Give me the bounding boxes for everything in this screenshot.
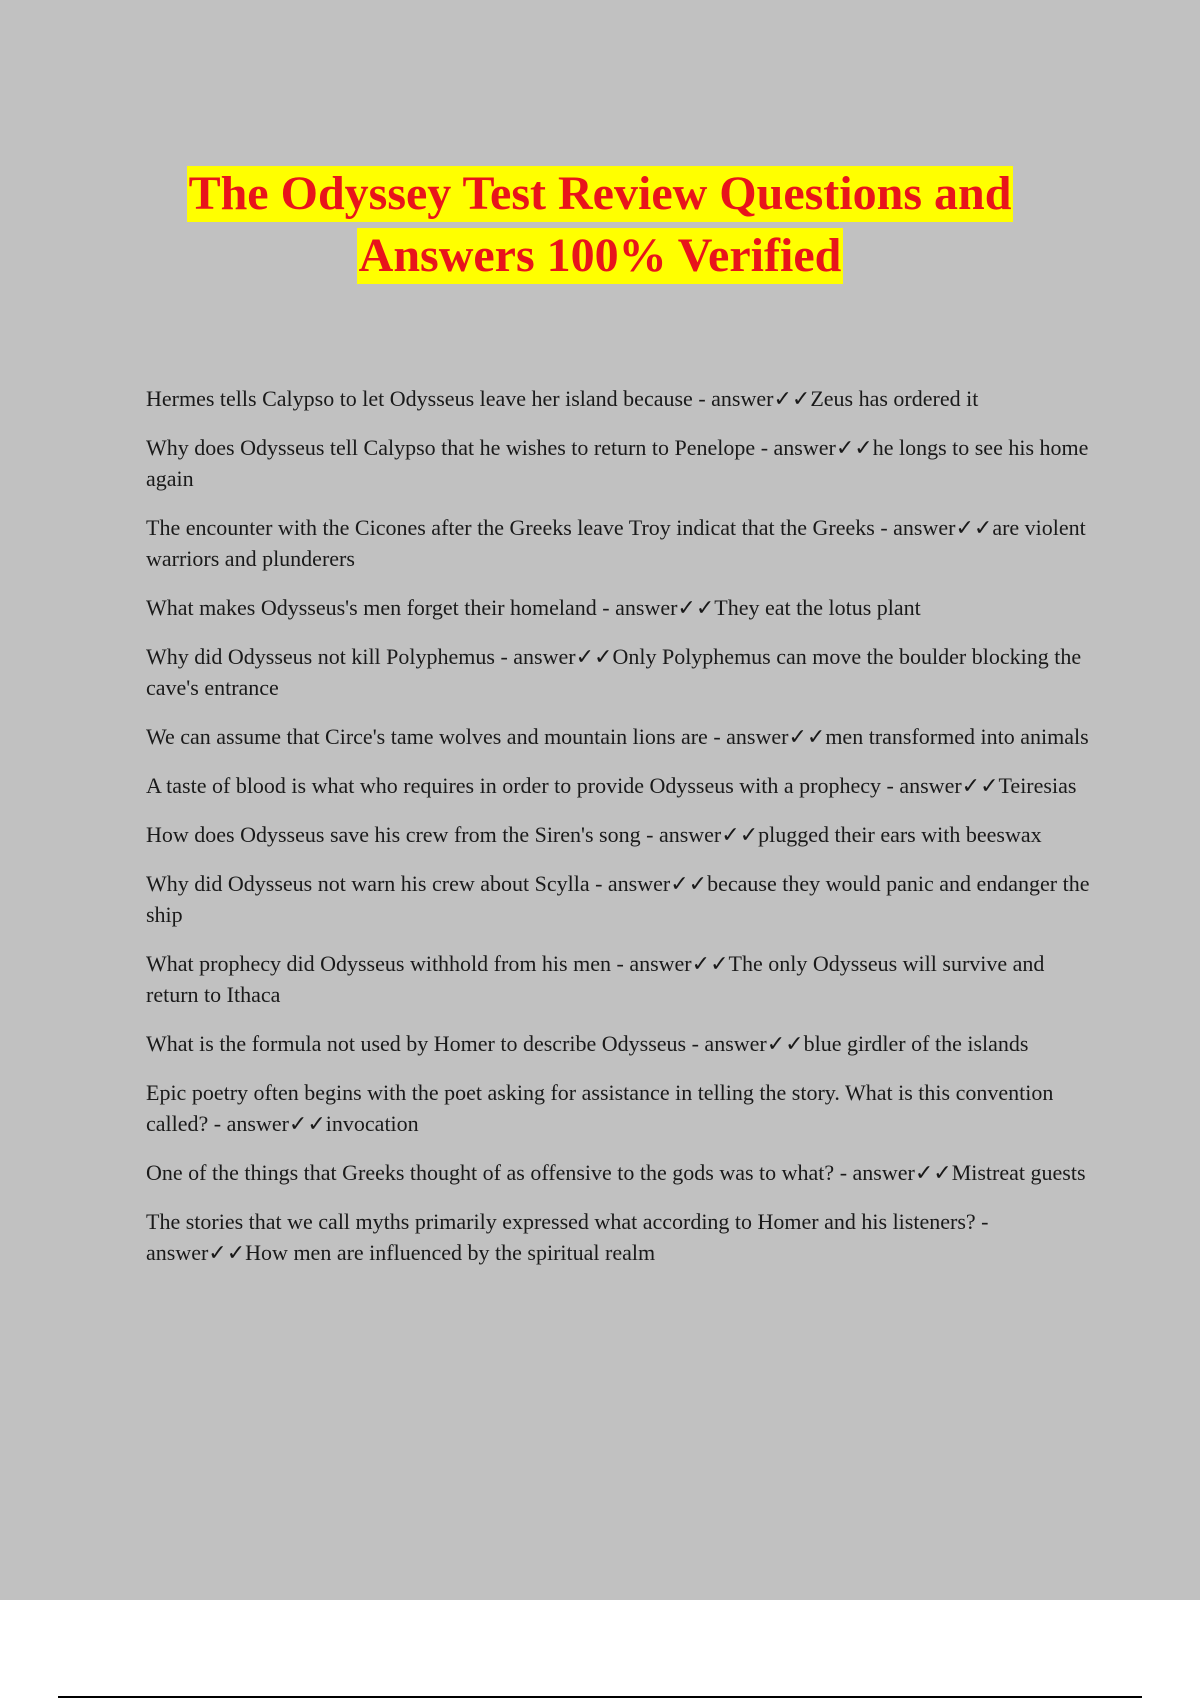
answer-text: The only Odysseus will survive and return to Ithaca bbox=[146, 951, 1045, 1007]
answer-marker: - answer✓✓ bbox=[692, 386, 811, 411]
question-text: Epic poetry often begins with the poet asking for assistance in telling the story. What is this convention called? bbox=[146, 1080, 1054, 1136]
question-text: The stories that we call myths primarily expressed what according to Homer and his listeners? bbox=[146, 1209, 976, 1234]
answer-marker: - answer✓✓ bbox=[146, 1209, 989, 1265]
question-text: One of the things that Greeks thought of as offensive to the gods was to what? bbox=[146, 1160, 835, 1185]
document-title bbox=[0, 166, 1200, 290]
qa-item bbox=[146, 1028, 1096, 1059]
qa-item bbox=[146, 770, 1096, 801]
qa-item bbox=[146, 721, 1096, 752]
answer-text: blue girdler of the islands bbox=[803, 1031, 1029, 1056]
question-text: How does Odysseus save his crew from the Siren's song bbox=[146, 822, 641, 847]
answer-marker: - answer✓✓ bbox=[611, 951, 729, 976]
question-text: Why did Odysseus not warn his crew about Scylla bbox=[146, 871, 590, 896]
title-line-1: The Odyssey Test Review Questions and bbox=[188, 167, 1012, 220]
answer-text: Mistreat guests bbox=[951, 1160, 1086, 1185]
answer-text: Zeus has ordered it bbox=[810, 386, 979, 411]
answer-text: How men are influenced by the spiritual realm bbox=[245, 1240, 656, 1265]
answer-marker: - answer✓✓ bbox=[834, 1160, 952, 1185]
answer-text: They eat the lotus plant bbox=[714, 595, 921, 620]
answer-marker: - answer✓✓ bbox=[640, 822, 759, 847]
question-text: A taste of blood is what who requires in order to provide Odysseus with a prophecy bbox=[146, 773, 882, 798]
answer-text: Only Polyphemus can move the boulder blocking the cave's entrance bbox=[146, 644, 1082, 700]
question-text: We can assume that Circe's tame wolves and mountain lions are bbox=[146, 724, 708, 749]
answer-marker: - answer✓✓ bbox=[596, 595, 715, 620]
qa-item bbox=[146, 432, 1096, 494]
answer-marker: - answer✓✓ bbox=[494, 644, 613, 669]
question-text: Why does Odysseus tell Calypso that he wishes to return to Penelope bbox=[146, 435, 756, 460]
answer-marker: - answer✓✓ bbox=[755, 435, 873, 460]
qa-list bbox=[146, 383, 1096, 1286]
qa-item bbox=[146, 1206, 1096, 1268]
qa-item bbox=[146, 592, 1096, 623]
question-text: Hermes tells Calypso to let Odysseus leave her island because bbox=[146, 386, 693, 411]
qa-item bbox=[146, 948, 1096, 1010]
qa-item bbox=[146, 383, 1096, 414]
qa-item bbox=[146, 868, 1096, 930]
answer-marker: - answer✓✓ bbox=[686, 1031, 804, 1056]
answer-text: are violent warriors and plunderers bbox=[146, 515, 1086, 571]
question-text: What is the formula not used by Homer to describe Odysseus bbox=[146, 1031, 687, 1056]
answer-text: plugged their ears with beeswax bbox=[758, 822, 1042, 847]
footer-divider bbox=[58, 1696, 1142, 1698]
question-text: Why did Odysseus not kill Polyphemus bbox=[146, 644, 495, 669]
answer-text: he longs to see his home again bbox=[146, 435, 1089, 491]
question-text: What prophecy did Odysseus withhold from his men bbox=[146, 951, 611, 976]
answer-marker: - answer✓✓ bbox=[707, 724, 826, 749]
question-text: The encounter with the Cicones after the Greeks leave Troy indicat that the Greeks bbox=[146, 515, 875, 540]
answer-marker: - answer✓✓ bbox=[874, 515, 993, 540]
answer-marker: - answer✓✓ bbox=[208, 1111, 326, 1136]
answer-text: men transformed into animals bbox=[825, 724, 1089, 749]
answer-text: because they would panic and endanger the ship bbox=[146, 871, 1090, 927]
qa-item bbox=[146, 1157, 1096, 1188]
question-text: What makes Odysseus's men forget their homeland bbox=[146, 595, 597, 620]
qa-item bbox=[146, 819, 1096, 850]
qa-item bbox=[146, 641, 1096, 703]
answer-text: invocation bbox=[325, 1111, 419, 1136]
title-line-2: Answers 100% Verified bbox=[358, 229, 842, 282]
answer-marker: - answer✓✓ bbox=[881, 773, 999, 798]
answer-marker: - answer✓✓ bbox=[589, 871, 708, 896]
answer-text: Teiresias bbox=[998, 773, 1077, 798]
qa-item bbox=[146, 512, 1096, 574]
qa-item bbox=[146, 1077, 1096, 1139]
